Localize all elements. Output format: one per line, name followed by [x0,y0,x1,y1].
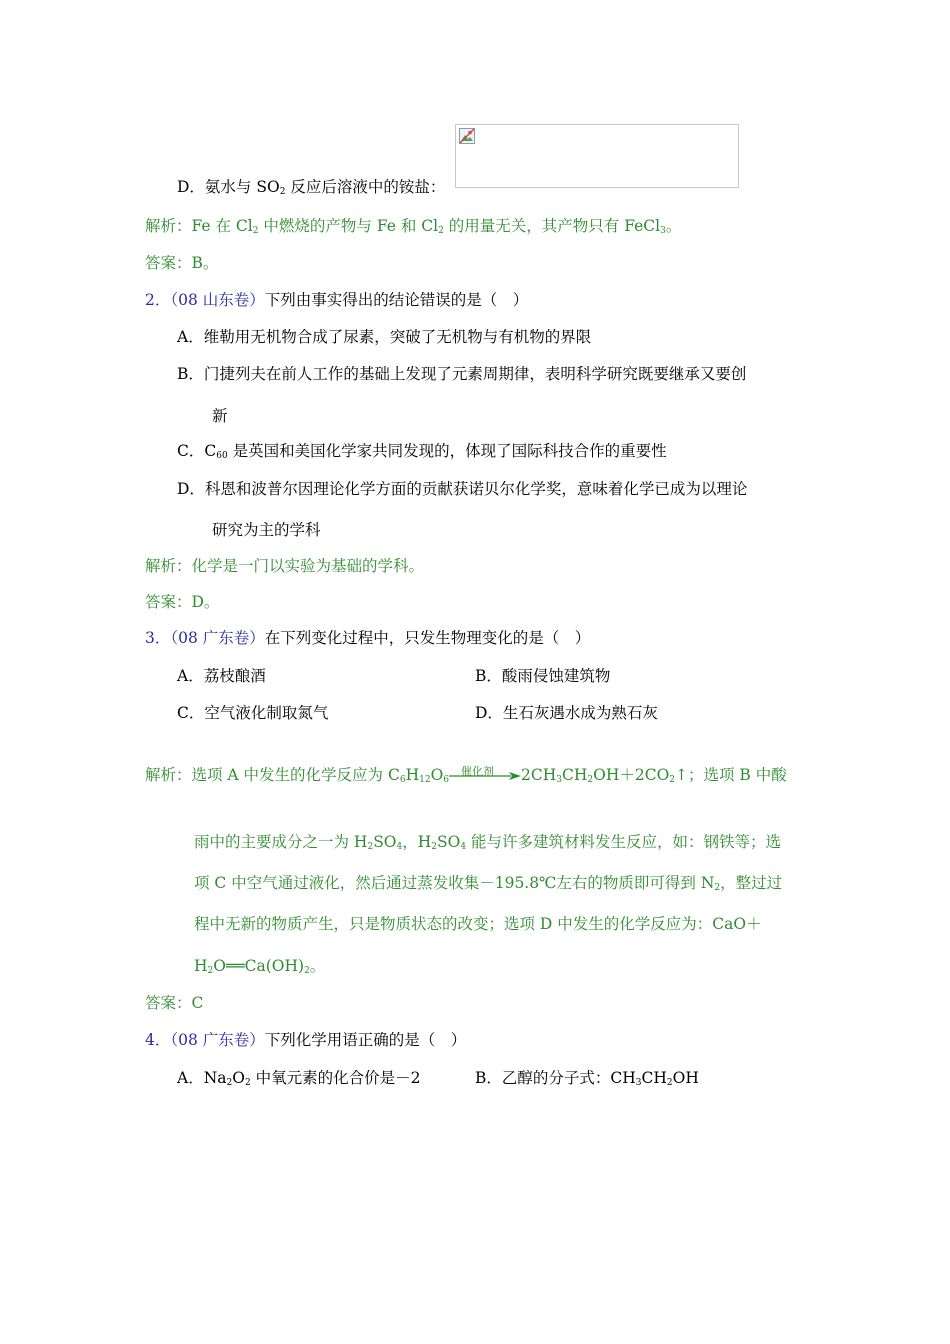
q3-analysis-line-3: 项 C 中空气通过液化，然后通过蒸发收集－195.8℃左右的物质即可得到 $N_2$，整过过 [194,874,783,893]
option-d-previous: D．氨水与 $SO_2$ 反应后溶液中的铵盐： [177,178,446,197]
catalyst-label: 催化剂 [461,765,495,778]
broken-image-icon [459,128,475,144]
q3-analysis-line-1: 解析：选项 A 中发生的化学反应为 $C_6H_{12}O_6$ 催化剂 $2CH_3CH_2OH+2CO_2↑$；选项 B 中酸 [145,765,787,785]
q2-option-d-cont: 研究为主的学科 [212,521,321,539]
question-number: 3． [145,629,171,647]
answer-1: 答案：B。 [145,254,219,272]
q2-option-d: D．科恩和波普尔因理论化学方面的贡献获诺贝尔化学奖，意味着化学已成为以理论 [177,480,748,498]
arrow-icon [449,771,521,781]
question-2-stem: 2．（08 山东卷）下列由事实得出的结论错误的是（ ） [145,291,529,309]
q2-answer: 答案：D。 [145,593,220,611]
q2-option-b: B．门捷列夫在前人工作的基础上发现了元素周期律，表明科学研究既要继承又要创 [177,365,747,383]
q3-option-b: B．酸雨侵蚀建筑物 [475,667,611,685]
q3-analysis-line-4: 程中无新的物质产生，只是物质状态的改变；选项 D 中发生的化学反应为：CaO＋ [194,915,762,933]
question-4-stem: 4．（08 广东卷）下列化学用语正确的是（ ） [145,1031,467,1049]
question-number: 2． [145,291,171,309]
q3-option-d: D．生石灰遇水成为熟石灰 [475,704,658,722]
analysis-1: 解析：Fe 在 $Cl_2$ 中燃烧的产物与 Fe 和 $Cl_2$ 的用量无关，其产物只有 FeCl$_3$。 [145,217,682,236]
question-source: （08 广东卷） [170,1031,265,1049]
question-number: 4． [145,1031,171,1049]
q2-option-b-cont: 新 [212,407,228,425]
q3-option-c: C．空气液化制取氮气 [177,704,329,722]
question-source: （08 山东卷） [170,291,265,309]
q3-analysis-line-2: 雨中的主要成分之一为 $H_2SO_4$，$H_2SO_4$ 能与许多建筑材料发生反应，如：钢铁等；选 [194,833,782,852]
missing-image-frame [455,124,739,188]
q3-analysis-line-5: $H_2O══Ca(OH)_2$。 [194,957,326,976]
q4-option-b: B．乙醇的分子式：$CH_3CH_2OH$ [475,1069,699,1088]
q4-option-a: A．$Na_2O_2$ 中氧元素的化合价是－2 [177,1069,421,1088]
reaction-arrow [449,765,521,783]
q2-option-a: A．维勒用无机物合成了尿素，突破了无机物与有机物的界限 [177,328,592,346]
question-source: （08 广东卷） [170,629,265,647]
q3-option-a: A．荔枝酿酒 [177,667,266,685]
question-3-stem: 3．（08 广东卷）在下列变化过程中，只发生物理变化的是（ ） [145,629,591,647]
q3-answer: 答案：C [145,994,204,1012]
q2-option-c: C．$C_{60}$ 是英国和美国化学家共同发现的，体现了国际科技合作的重要性 [177,442,667,461]
q2-analysis: 解析：化学是一门以实验为基础的学科。 [145,557,425,575]
